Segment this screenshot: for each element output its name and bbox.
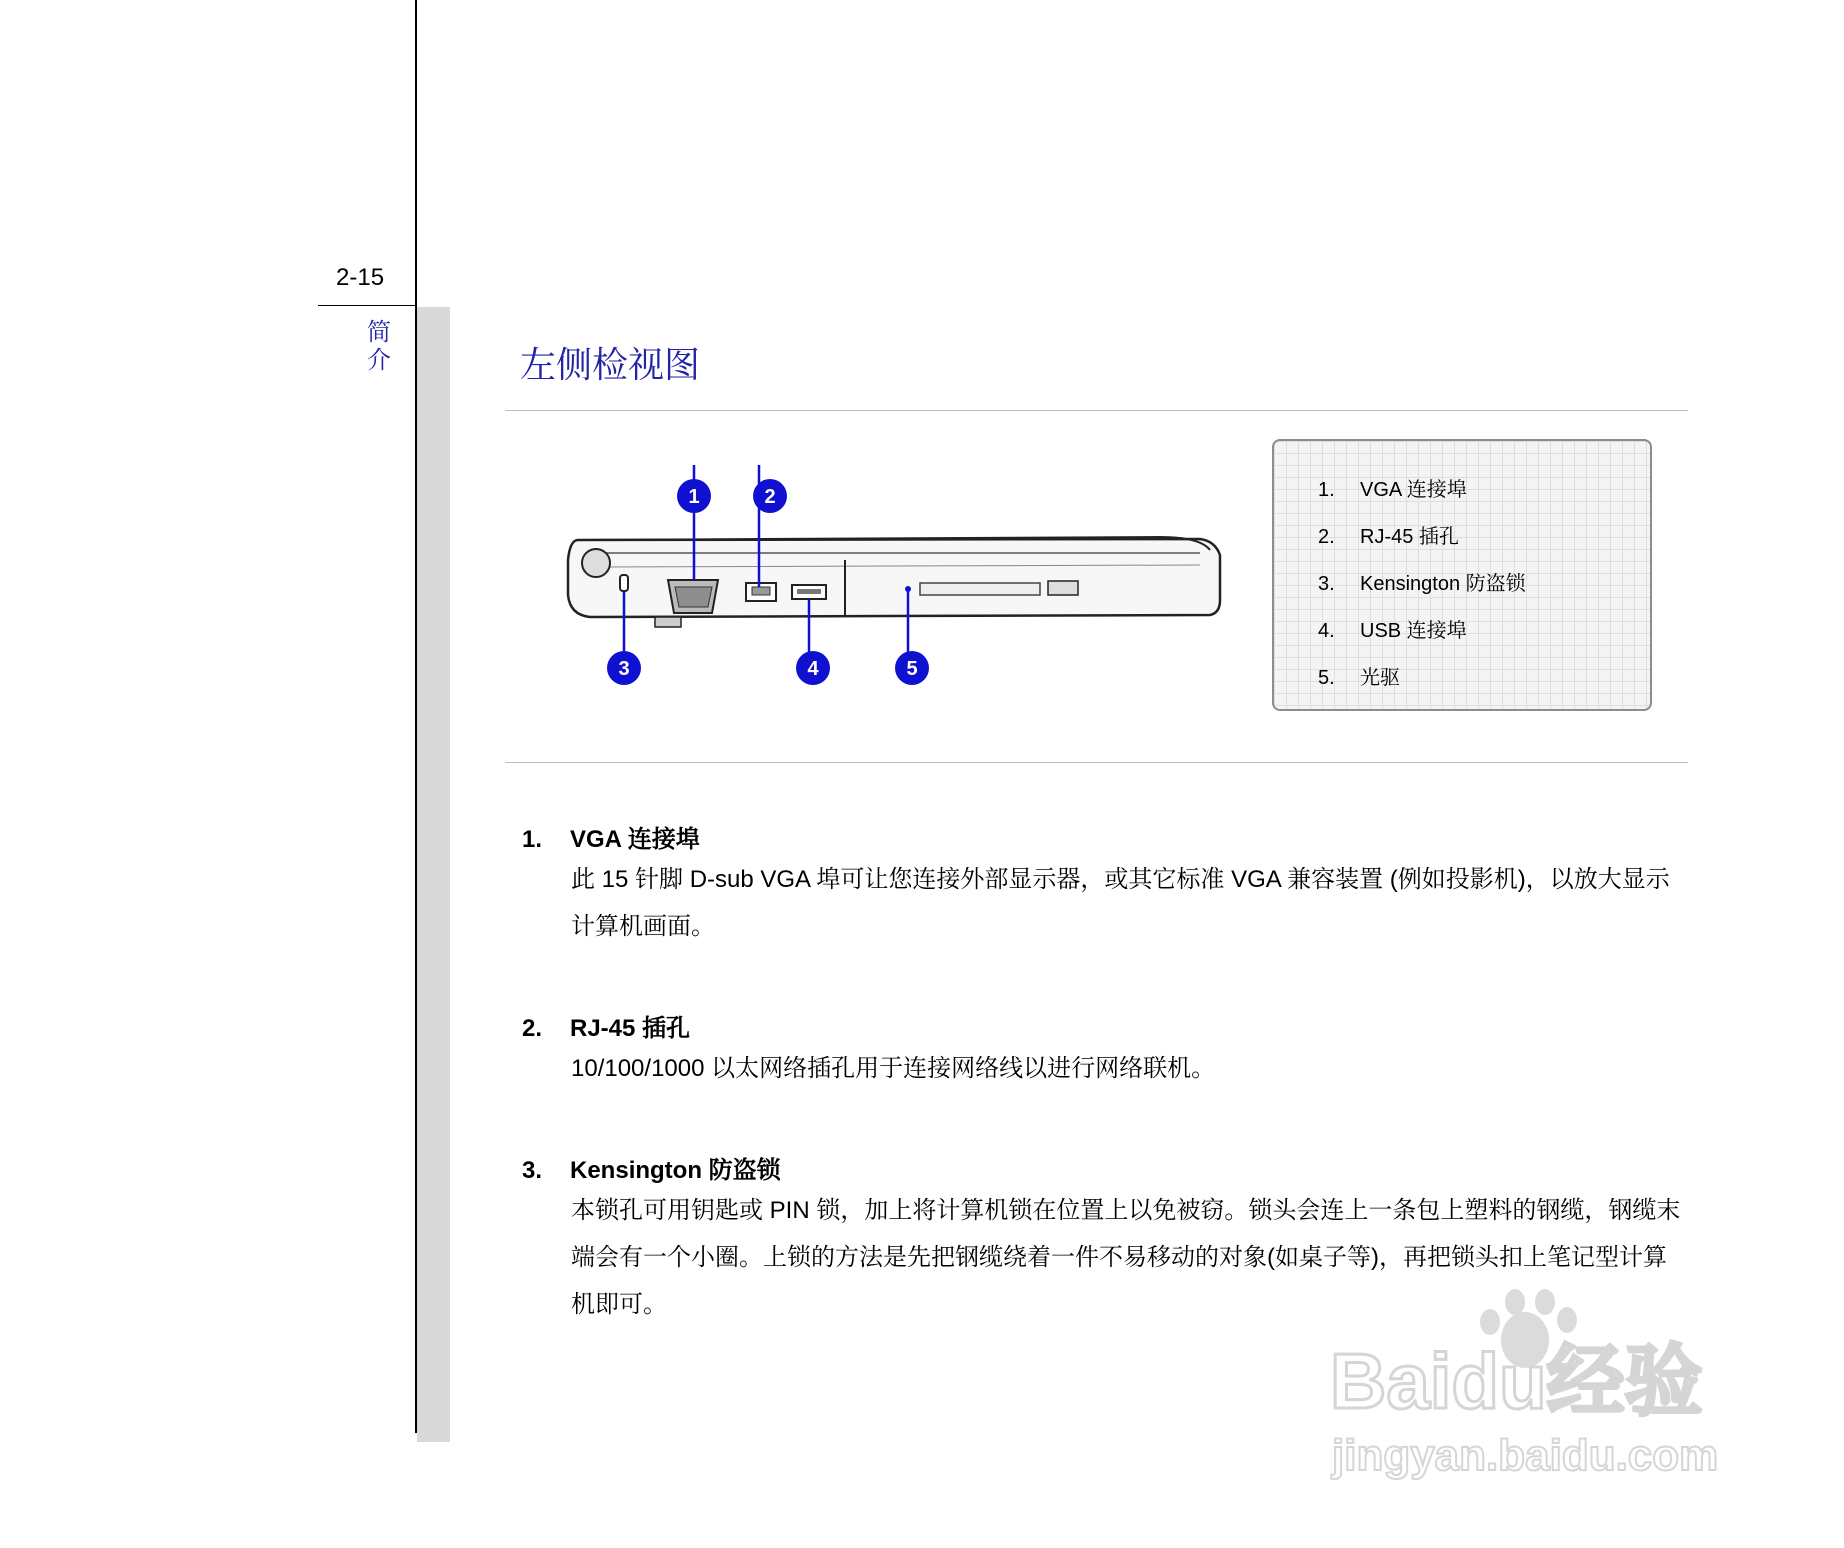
section-number: 2. xyxy=(522,1015,543,1042)
section-body-rj45: 10/100/1000 以太网络插孔用于连接网络线以进行网络联机。 xyxy=(571,1055,1216,1082)
section-number: 3. xyxy=(522,1157,543,1184)
legend-item-number: 4. xyxy=(1318,620,1335,642)
baidu-watermark xyxy=(1320,1280,1760,1500)
legend-item xyxy=(1318,520,1459,549)
section-heading-rj45 xyxy=(522,1008,690,1043)
legend-box xyxy=(1272,439,1652,711)
page-number-rule xyxy=(318,305,415,306)
section-title: VGA 连接埠 xyxy=(570,826,700,853)
page-number: 2-15 xyxy=(336,264,385,291)
section-number: 1. xyxy=(522,826,543,853)
section-heading-kensington xyxy=(522,1150,781,1185)
callout-badge-4 xyxy=(796,651,830,685)
title-rule xyxy=(505,410,1688,411)
legend-item xyxy=(1318,567,1526,596)
diagram-rule xyxy=(505,762,1688,763)
legend-item xyxy=(1318,661,1400,690)
legend-item-label: RJ-45 插孔 xyxy=(1360,526,1459,548)
svg-text:4: 4 xyxy=(807,658,819,680)
svg-text:1: 1 xyxy=(688,486,700,508)
legend-item-label: USB 连接埠 xyxy=(1360,620,1467,642)
section-heading-vga xyxy=(522,819,700,854)
section-body-vga: 此 15 针脚 D-sub VGA 埠可让您连接外部显示器，或其它标准 VGA 兼容装置 (例如投影机)，以放大显示计算机画面。 xyxy=(571,866,1670,940)
callout-badge-1 xyxy=(677,479,711,513)
callout-badge-3 xyxy=(607,651,641,685)
legend-item-number: 5. xyxy=(1318,667,1335,689)
legend-item-number: 2. xyxy=(1318,526,1335,548)
margin-strip xyxy=(417,307,450,1442)
page-title: 左侧检视图 xyxy=(520,345,701,386)
chapter-label: 简介 xyxy=(367,318,391,374)
svg-text:5: 5 xyxy=(906,658,918,680)
legend-item-label: Kensington 防盗锁 xyxy=(1360,573,1526,595)
legend-item-label: VGA 连接埠 xyxy=(1360,479,1467,501)
callout-badge-5 xyxy=(895,651,929,685)
section-body-kensington: 本锁孔可用钥匙或 PIN 锁，加上将计算机锁在位置上以免被窃。锁头会连上一条包上塑料的钢缆，钢缆末端会有一个小圈。上锁的方法是先把钢缆绕着一件不易移动的对象(如桌子等)，再把锁头扣上笔记型计算机即可。 xyxy=(571,1197,1681,1318)
legend-item-number: 1. xyxy=(1318,479,1335,501)
legend-item xyxy=(1318,473,1467,502)
legend-item-number: 3. xyxy=(1318,573,1335,595)
svg-text:2: 2 xyxy=(764,486,776,508)
legend-item xyxy=(1318,614,1467,643)
section-title: Kensington 防盗锁 xyxy=(570,1157,781,1184)
legend-item-label: 光驱 xyxy=(1360,667,1400,689)
watermark-brand: Baidu经验 xyxy=(1330,1337,1703,1425)
section-title: RJ-45 插孔 xyxy=(570,1015,691,1042)
svg-text:3: 3 xyxy=(618,658,630,680)
callout-badge-2 xyxy=(753,479,787,513)
callout-badges xyxy=(560,440,1240,710)
watermark-url: jingyan.baidu.com xyxy=(1332,1431,1719,1480)
